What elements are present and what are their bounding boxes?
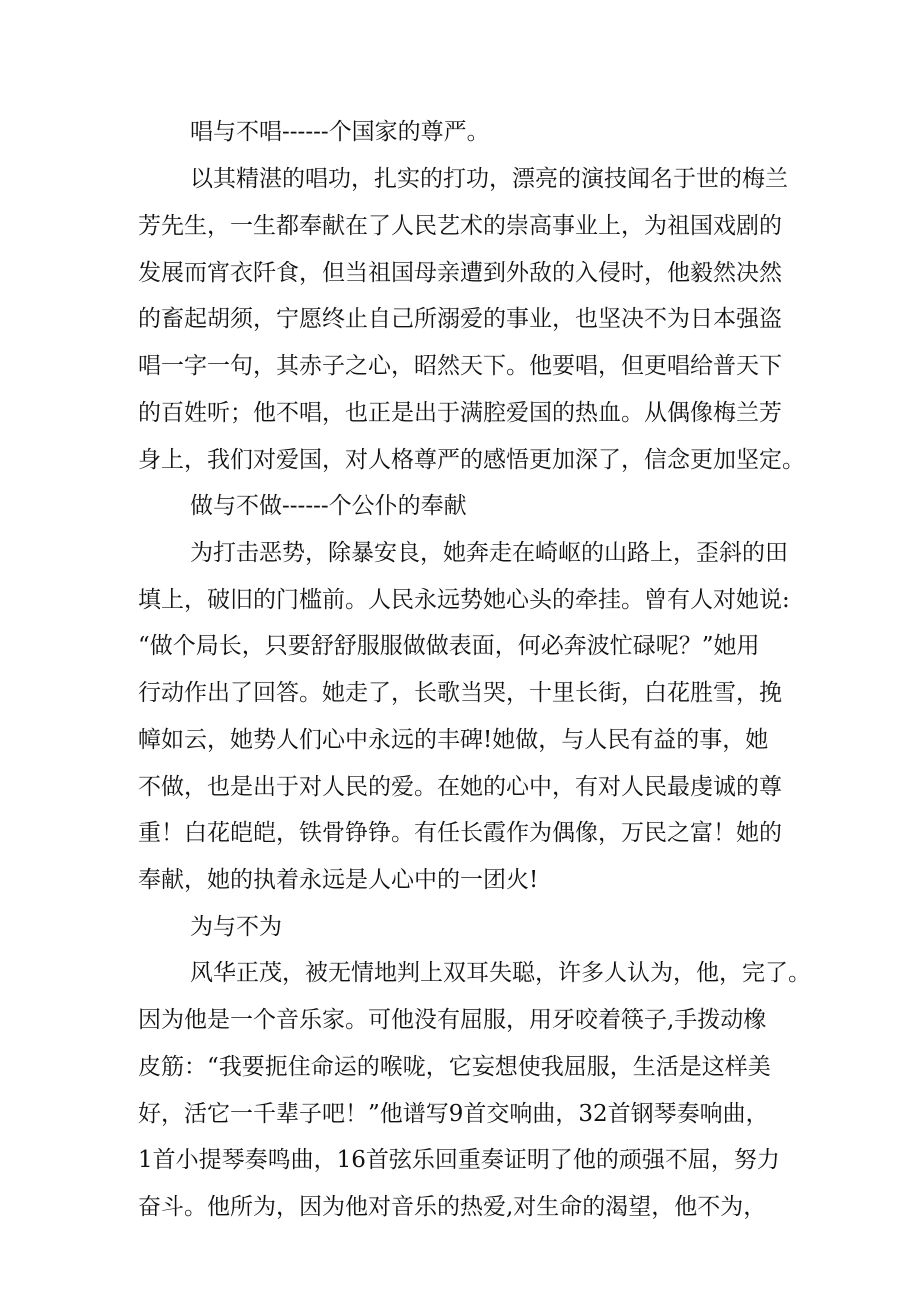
paragraph-line: 为打击恶势，除暴安良，她奔走在崎岖的山路上，歪斜的田 [190,540,788,566]
paragraph-line: 因为他是一个音乐家。可他没有屈服，用牙咬着筷子,手拨动橡 [138,1007,767,1033]
paragraph-line: 发展而宵衣阡食，但当祖国母亲遭到外敌的入侵时，他毅然决然 [138,260,782,286]
paragraph-line: 幛如云，她势人们心中永远的丰碑!她做，与人民有益的事，她 [138,727,769,753]
paragraph-line: 奋斗。他所为，因为他对音乐的热爱,对生命的渴望，他不为， [138,1194,767,1220]
paragraph-line: 奉献，她的执着永远是人心中的一团火! [138,867,539,893]
paragraph-line: 以其精湛的唱功，扎实的打功，漂亮的演技闻名于世的梅兰 [190,166,788,192]
paragraph-line: 皮筋：“我要扼住命运的喉咙，它妄想使我屈服，生活是这样美 [138,1054,771,1080]
heading-sing: 唱与不唱------个国家的尊严。 [190,119,490,145]
heading-do: 做与不做------个公仆的奉献 [190,493,467,519]
heading-act: 为与不为 [190,914,282,940]
paragraph-line: 好，活它一千辈子吧！”他谱写9首交响曲，32首钢琴奏响曲， [138,1101,769,1127]
paragraph-line: 唱一字一句，其赤子之心，昭然天下。他要唱，但更唱给普天下 [138,353,782,379]
paragraph-line: 填上，破旧的门槛前。人民永远势她心头的牵挂。曾有人对她说: [138,587,790,613]
paragraph-line: 行动作出了回答。她走了，长歌当哭，十里长街，白花胜雪，挽 [138,680,782,706]
paragraph-line: 风华正茂，被无情地判上双耳失聪，许多人认为，他，完了。 [190,960,811,986]
paragraph-line: 1首小提琴奏鸣曲，16首弦乐回重奏证明了他的顽强不屈，努力 [138,1147,780,1173]
paragraph-line: 重！白花皑皑，铁骨铮铮。有任长霞作为偶像，万民之富！她的 [138,820,782,846]
paragraph-line: 的百姓听；他不唱，也正是出于满腔爱国的热血。从偶像梅兰芳 [138,400,782,426]
paragraph-line: 的畜起胡须，宁愿终止自己所溺爱的事业，也坚决不为日本强盗 [138,306,782,332]
paragraph-line: 芳先生，一生都奉献在了人民艺术的崇高事业上，为祖国戏剧的 [138,213,782,239]
paragraph-line: 身上，我们对爱国，对人格尊严的感悟更加深了，信念更加坚定。 [138,447,805,473]
paragraph-line: 不做，也是出于对人民的爱。在她的心中，有对人民最虔诚的尊 [138,774,782,800]
paragraph-line: “做个局长，只要舒舒服服做做表面，何必奔波忙碌呢？”她用 [138,633,760,659]
